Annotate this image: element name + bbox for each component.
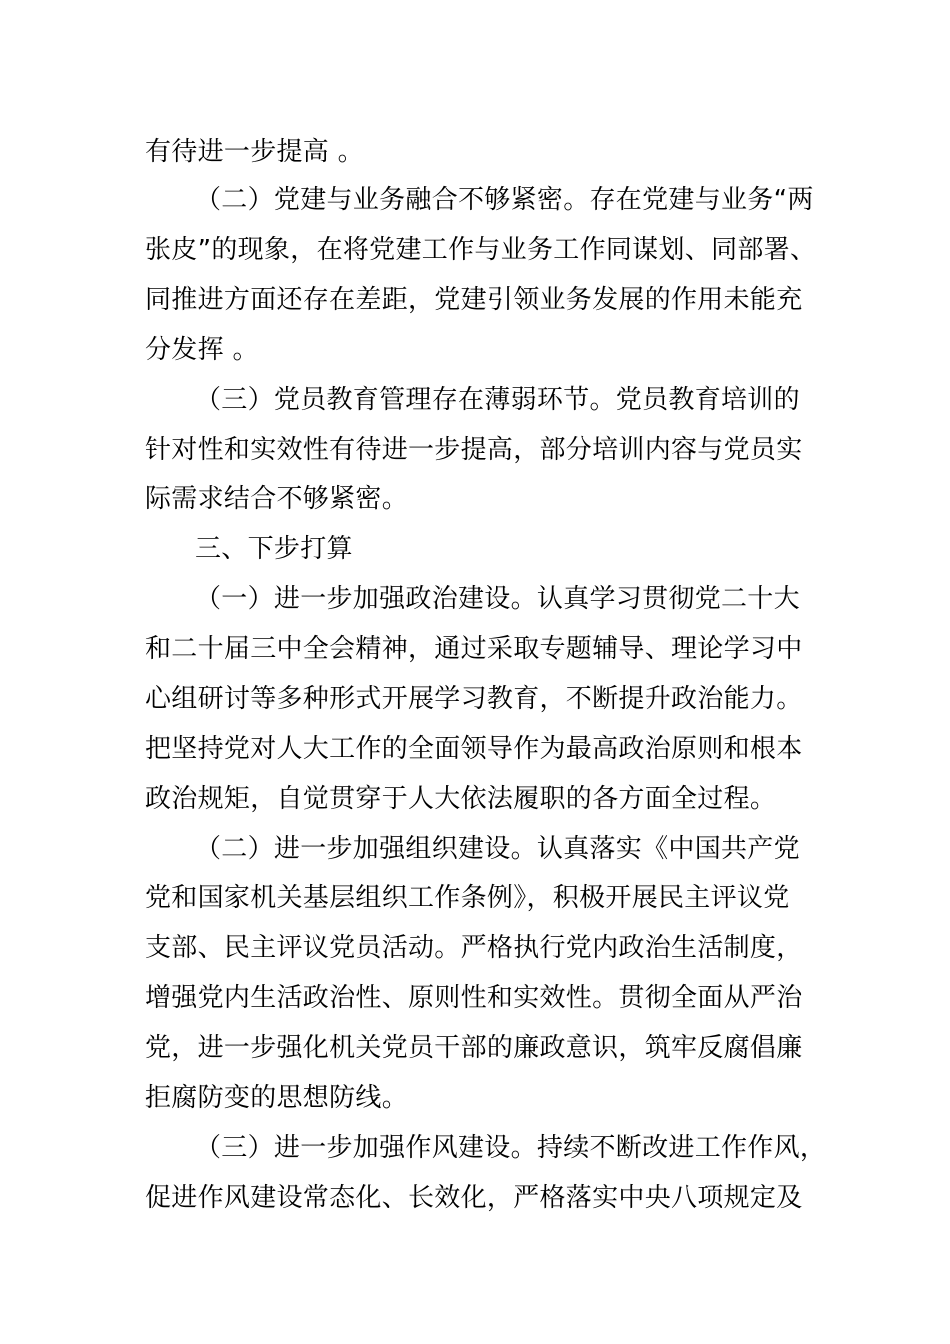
text-line: 分发挥 。	[145, 335, 259, 365]
text-line: 际需求结合不够紧密。	[145, 484, 409, 514]
text-line: （三）进一步加强作风建设。持续不断改进工作作风，	[195, 1133, 827, 1163]
text-line: 政治规矩，自觉贯穿于人大依法履职的各方面全过程。	[145, 784, 777, 814]
text-line: （二）党建与业务融合不够紧密。存在党建与业务“两	[195, 185, 814, 215]
text-line: （一）进一步加强政治建设。认真学习贯彻党二十大	[195, 584, 800, 614]
text-line: 和二十届三中全会精神，通过采取专题辅导、理论学习中	[145, 634, 803, 664]
text-line: （二）进一步加强组织建设。认真落实《中国共产党	[195, 834, 800, 864]
text-line: 支部、民主评议党员活动。严格执行党内政治生活制度，	[145, 933, 803, 963]
text-line: 党和国家机关基层组织工作条例》，积极开展民主评议党	[145, 883, 790, 913]
text-line: 张皮”的现象，在将党建工作与业务工作同谋划、同部署、	[145, 235, 817, 265]
text-line: 增强党内生活政治性、原则性和实效性。贯彻全面从严治	[145, 983, 803, 1013]
text-line: 有待进一步提高 。	[145, 137, 364, 167]
text-line: 党，进一步强化机关党员干部的廉政意识，筑牢反腐倡廉	[145, 1033, 803, 1063]
text-line: 针对性和实效性有待进一步提高，部分培训内容与党员实	[145, 435, 803, 465]
text-line: （三）党员教育管理存在薄弱环节。党员教育培训的	[195, 385, 800, 415]
text-line: 心组研讨等多种形式开展学习教育，不断提升政治能力。	[145, 684, 803, 714]
text-line: 把坚持党对人大工作的全面领导作为最高政治原则和根本	[145, 734, 803, 764]
text-line: 促进作风建设常态化、长效化，严格落实中央八项规定及	[145, 1183, 803, 1213]
section-heading: 三、下步打算	[195, 534, 353, 564]
text-line: 同推进方面还存在差距，党建引领业务发展的作用未能充	[145, 285, 803, 315]
text-line: 拒腐防变的思想防线。	[145, 1083, 409, 1113]
